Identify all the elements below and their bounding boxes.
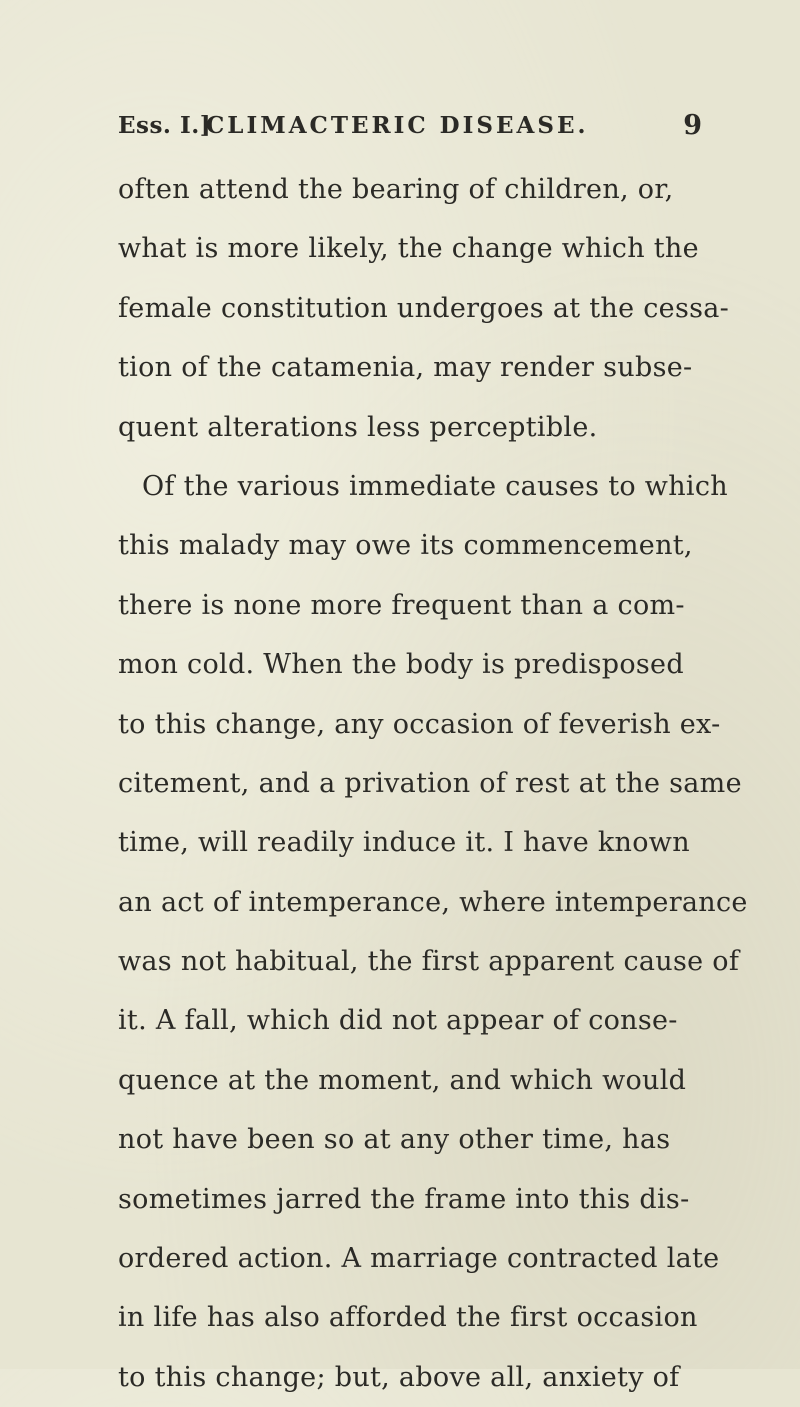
body-text <box>118 160 748 1407</box>
text-line: ordered action. A marriage contracted late <box>118 1243 720 1275</box>
text-line: female constitution undergoes at the cessa- <box>118 292 730 324</box>
text-line: what is more likely, the change which the <box>118 233 699 265</box>
text-line: to this change; but, above all, anxiety of <box>118 1361 680 1393</box>
text-line: there is none more frequent than a com- <box>118 589 685 621</box>
text-line: was not habitual, the first apparent cause of <box>118 946 740 978</box>
text-line: an act of intemperance, where intemperance <box>118 886 748 918</box>
text-line: in life has also afforded the first occasion <box>118 1302 698 1334</box>
text-line: quent alterations less perceptible. <box>118 411 598 443</box>
text-line: citement, and a privation of rest at the same <box>118 767 742 799</box>
page-number: 9 <box>683 110 702 141</box>
text-line: sometimes jarred the frame into this dis- <box>118 1183 690 1215</box>
running-head <box>118 110 702 148</box>
essay-marker: Ess. I.] <box>118 112 212 139</box>
text-line: time, will readily induce it. I have known <box>118 827 690 859</box>
text-line: quence at the moment, and which would <box>118 1064 687 1096</box>
text-line: it. A fall, which did not appear of conse- <box>118 1005 678 1037</box>
text-line: mon cold. When the body is predisposed <box>118 649 684 681</box>
text-line: tion of the catamenia, may render subse- <box>118 352 693 384</box>
running-title: CLIMACTERIC DISEASE. <box>206 112 589 139</box>
text-line: to this change, any occasion of feverish ex- <box>118 708 721 740</box>
text-line: Of the various immediate causes to which <box>142 470 728 502</box>
text-line: not have been so at any other time, has <box>118 1124 671 1156</box>
text-line: this malady may owe its commencement, <box>118 530 693 562</box>
text-line: often attend the bearing of children, or, <box>118 174 674 205</box>
